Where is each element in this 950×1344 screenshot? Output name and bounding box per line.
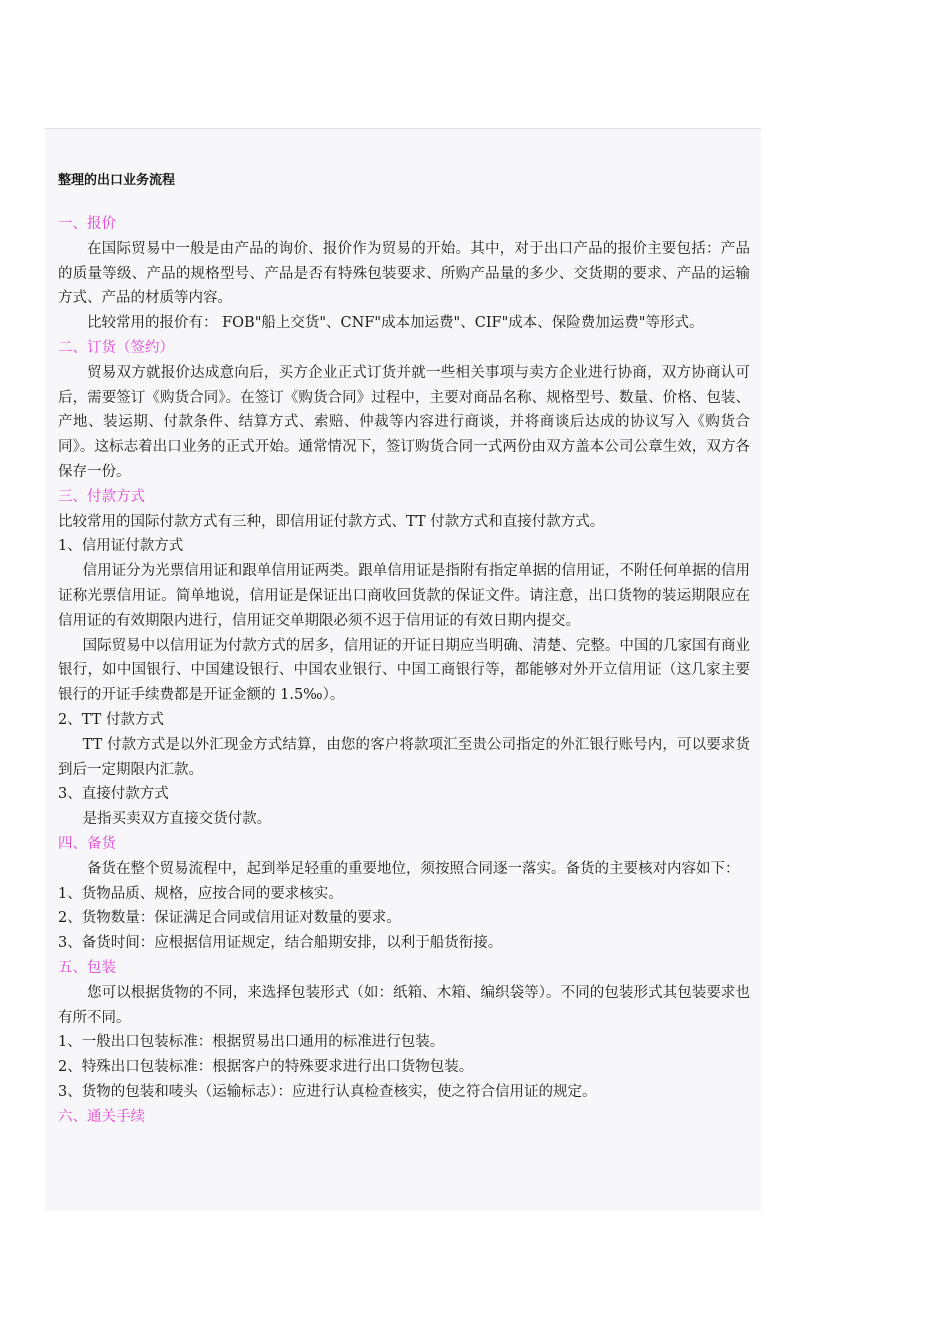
list-item: 3、货物的包装和唛头（运输标志）：应进行认真检查核实，使之符合信用证的规定。 [58, 1083, 597, 1100]
body-paragraph: 国际贸易中以信用证为付款方式的居多，信用证的开证日期应当明确、清楚、完整。中国的几家国有商业银行，如中国银行、中国建设银行、中国农业银行、中国工商银行等，都能够对外开立信用证（这几家主要银行的开证手续费都是开证金额的 1.5‰）。 [58, 637, 750, 704]
list-item: 2、特殊出口包装标准：根据客户的特殊要求进行出口货物包装。 [58, 1059, 474, 1076]
section-heading: 一、报价 [58, 216, 116, 232]
list-item: 2、货物数量：保证满足合同或信用证对数量的要求。 [58, 910, 401, 927]
list-item: 2、TT 付款方式 [58, 711, 164, 728]
body-paragraph: 比较常用的报价有： FOB"船上交货"、CNF"成本加运费"、CIF"成本、保险费加运费"等形式。 [87, 315, 704, 332]
body-paragraph: 信用证分为光票信用证和跟单信用证两类。跟单信用证是指附有指定单据的信用证，不附任何单据的信用证称光票信用证。简单地说，信用证是保证出口商收回货款的保证文件。请注意，出口货物的装运期限应在信用证的有效期限内进行，信用证交单期限必须不迟于信用证的有效日期内提交。 [58, 563, 750, 629]
list-item: 1、货物品质、规格，应按合同的要求核实。 [58, 885, 343, 902]
section-heading: 五、包装 [58, 959, 116, 976]
body-paragraph: 您可以根据货物的不同，来选择包装形式（如：纸箱、木箱、编织袋等）。不同的包装形式其包装要求也有所不同。 [58, 984, 750, 1026]
list-item: 比较常用的国际付款方式有三种，即信用证付款方式、TT 付款方式和直接付款方式。 [58, 513, 605, 530]
list-item: 3、备货时间：应根据信用证规定，结合船期安排，以利于船货衔接。 [58, 935, 503, 952]
section-heading: 四、备货 [58, 835, 116, 852]
body-paragraph: 是指买卖双方直接交货付款。 [82, 811, 272, 828]
list-item: 3、直接付款方式 [58, 786, 169, 803]
document-title: 整理的出口业务流程 [58, 173, 176, 188]
body-paragraph: TT 付款方式是以外汇现金方式结算，由您的客户将款项汇至贵公司指定的外汇银行账号内，可以要求货到后一定期限内汇款。 [58, 736, 750, 778]
document-content [58, 168, 750, 1129]
section-heading: 二、订货（签约） [58, 339, 174, 356]
list-item: 1、信用证付款方式 [58, 538, 184, 555]
body-paragraph: 贸易双方就报价达成意向后，买方企业正式订货并就一些相关事项与卖方企业进行协商，双方协商认可后，需要签订《购货合同》。在签订《购货合同》过程中，主要对商品名称、规格型号、数量、价格、包装、产地、装运期、付款条件、结算方式、索赔、仲裁等内容进行商谈，并将商谈后达成的协议写入《购货合同》。这标志着出口业务的正式开始。通常情况下，签订购货合同一式两份由双方盖本公司公章生效，双方各保存一份。 [58, 364, 750, 480]
section-heading: 三、付款方式 [58, 488, 145, 505]
body-paragraph: 在国际贸易中一般是由产品的询价、报价作为贸易的开始。其中，对于出口产品的报价主要包括：产品的质量等级、产品的规格型号、产品是否有特殊包装要求、所购产品量的多少、交货期的要求、产品的运输方式、产品的材质等内容。 [58, 240, 750, 307]
document-body [58, 212, 750, 1129]
section-heading: 六、通关手续 [58, 1108, 145, 1125]
body-paragraph: 备货在整个贸易流程中，起到举足轻重的重要地位，须按照合同逐一落实。备货的主要核对内容如下： [87, 860, 740, 877]
list-item: 1、一般出口包装标准：根据贸易出口通用的标准进行包装。 [58, 1034, 445, 1051]
